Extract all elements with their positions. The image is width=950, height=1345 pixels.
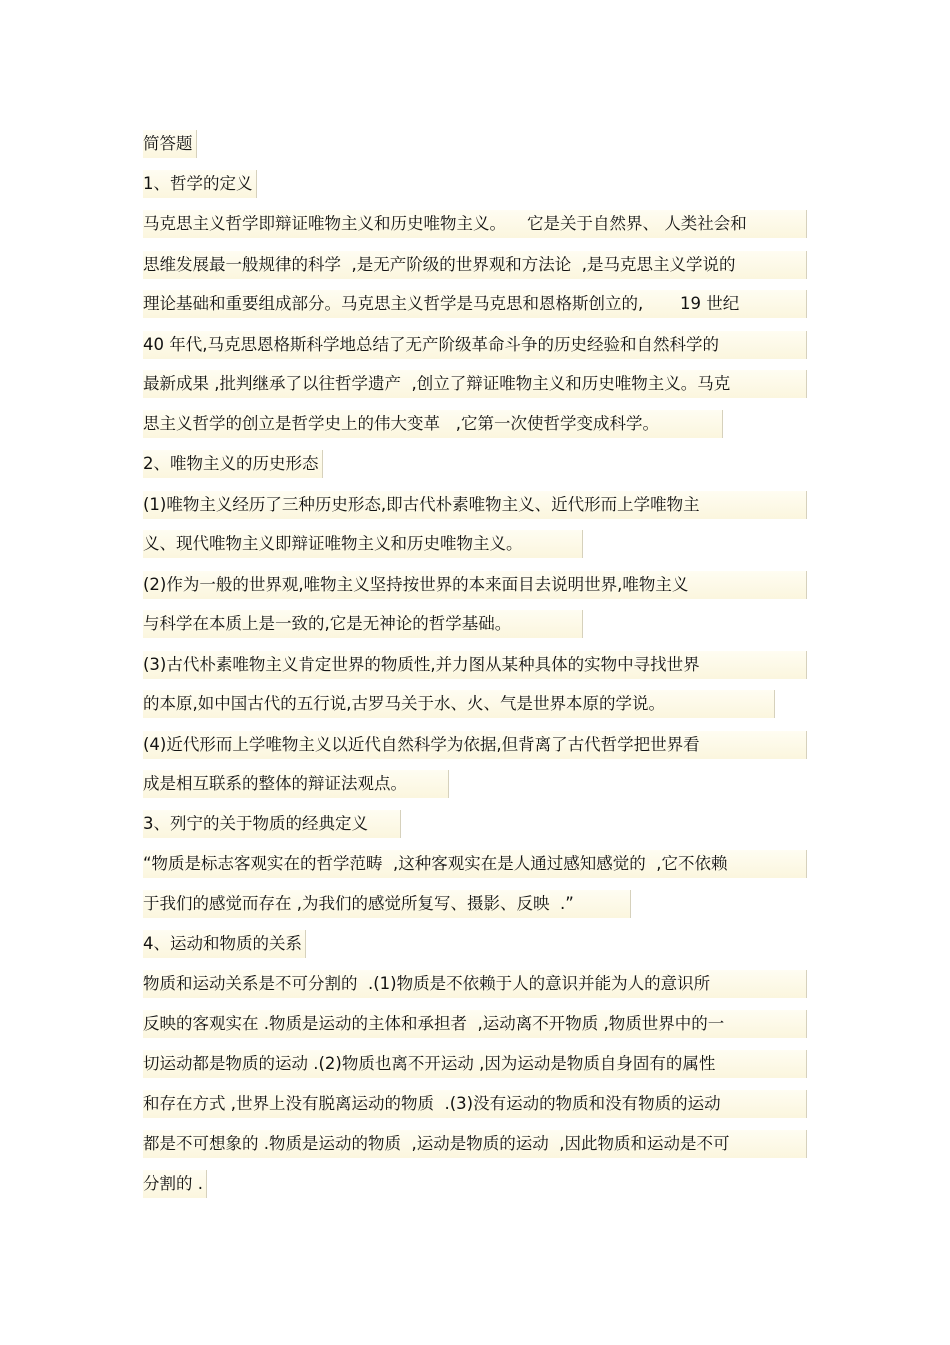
- paragraph-line: 思维发展最一般规律的科学 ,是无产阶级的世界观和方法论 ,是马克思主义学说的: [143, 251, 807, 279]
- paragraph-line: “物质是标志客观实在的哲学范畴 ,这种客观实在是人通过感知感觉的 ,它不依赖: [143, 850, 807, 878]
- paragraph-line: 分割的 .: [143, 1170, 207, 1198]
- paragraph-line: (1)唯物主义经历了三种历史形态,即古代朴素唯物主义、近代形而上学唯物主: [143, 491, 807, 519]
- paragraph-line: (4)近代形而上学唯物主义以近代自然科学为依据,但背离了古代哲学把世界看: [143, 731, 807, 759]
- document-title: 简答题: [143, 130, 197, 158]
- paragraph-line: 最新成果 ,批判继承了以往哲学遗产 ,创立了辩证唯物主义和历史唯物主义。马克: [143, 370, 807, 398]
- paragraph-line: 都是不可想象的 .物质是运动的物质 ,运动是物质的运动 ,因此物质和运动是不可: [143, 1130, 807, 1158]
- paragraph-line: 于我们的感觉而存在 ,为我们的感觉所复写、摄影、反映 .”: [143, 890, 631, 918]
- paragraph-line: 物质和运动关系是不可分割的 .(1)物质是不依赖于人的意识并能为人的意识所: [143, 970, 807, 998]
- paragraph-line: 40 年代,马克思恩格斯科学地总结了无产阶级革命斗争的历史经验和自然科学的: [143, 331, 807, 359]
- paragraph-line: (3)古代朴素唯物主义肯定世界的物质性,并力图从某种具体的实物中寻找世界: [143, 651, 807, 679]
- section-heading: 3、列宁的关于物质的经典定义: [143, 810, 401, 838]
- paragraph-line: 反映的客观实在 .物质是运动的主体和承担者 ,运动离不开物质 ,物质世界中的一: [143, 1010, 807, 1038]
- paragraph-line: 和存在方式 ,世界上没有脱离运动的物质 .(3)没有运动的物质和没有物质的运动: [143, 1090, 807, 1118]
- paragraph-line: 马克思主义哲学即辩证唯物主义和历史唯物主义。 它是关于自然界、 人类社会和: [143, 210, 807, 238]
- paragraph-line: 切运动都是物质的运动 .(2)物质也离不开运动 ,因为运动是物质自身固有的属性: [143, 1050, 807, 1078]
- paragraph-line: (2)作为一般的世界观,唯物主义坚持按世界的本来面目去说明世界,唯物主义: [143, 571, 807, 599]
- paragraph-line: 理论基础和重要组成部分。马克思主义哲学是马克思和恩格斯创立的, 19 世纪: [143, 290, 807, 318]
- paragraph-line: 义、现代唯物主义即辩证唯物主义和历史唯物主义。: [143, 530, 583, 558]
- section-heading: 2、唯物主义的历史形态: [143, 450, 323, 478]
- section-heading: 1、哲学的定义: [143, 170, 257, 198]
- section-heading: 4、运动和物质的关系: [143, 930, 306, 958]
- paragraph-line: 成是相互联系的整体的辩证法观点。: [143, 770, 449, 798]
- paragraph-line: 的本原,如中国古代的五行说,古罗马关于水、火、气是世界本原的学说。: [143, 690, 775, 718]
- paragraph-line: 思主义哲学的创立是哲学史上的伟大变革 ,它第一次使哲学变成科学。: [143, 410, 723, 438]
- paragraph-line: 与科学在本质上是一致的,它是无神论的哲学基础。: [143, 610, 583, 638]
